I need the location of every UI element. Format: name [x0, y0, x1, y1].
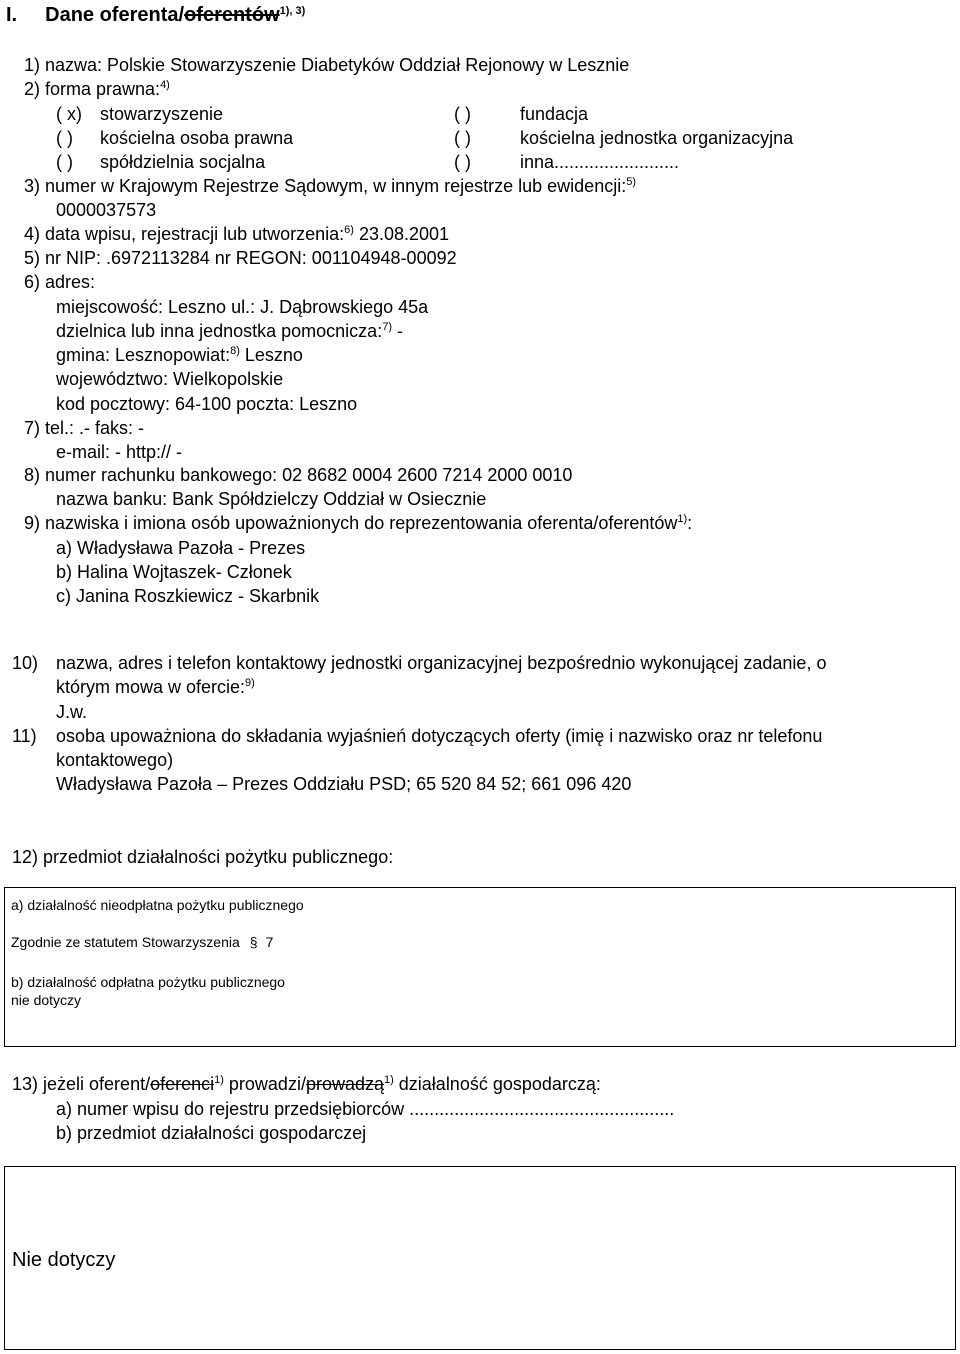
option-label: fundacja: [520, 104, 589, 124]
contact-person-value: Władysława Pazoła – Prezes Oddziału PSD; 65 520 84 52; 661 096 420: [56, 774, 632, 794]
option-mark: ( ): [56, 128, 73, 148]
item-number: 11): [12, 726, 37, 746]
paid-activity-label: b) działalność odpłatna pożytku publicznego: [11, 974, 285, 990]
address-city: miejscowość: Leszno ul.: J. Dąbrowskiego 45a: [56, 297, 429, 317]
representative-a: a) Władysława Pazoła - Prezes: [56, 538, 306, 558]
footnote-ref: 1): [677, 513, 688, 525]
footnote-ref: 6): [344, 224, 354, 236]
item-representatives: 9) nazwiska i imiona osób upoważnionych do reprezentowania oferenta/oferentów$^{1)}$:: [24, 513, 693, 533]
item-address-label: 6) adres:: [24, 272, 96, 292]
option-mark: ( ): [56, 152, 73, 172]
public-benefit-box: [4, 887, 956, 1047]
item-name: 1) nazwa: Polskie Stowarzyszenie Diabetyków Oddział Rejonowy w Lesznie: [24, 55, 630, 75]
footnote-ref: 1), 3): [279, 5, 306, 17]
business-registry-number: a) numer wpisu do rejestru przedsiębiorców .....................................................: [56, 1099, 675, 1119]
option-label: spółdzielnia socjalna: [100, 152, 266, 172]
address-postal: kod pocztowy: 64-100 poczta: Leszno: [56, 394, 358, 414]
item-bank-account: 8) numer rachunku bankowego: 02 8682 0004 2600 7214 2000 0010: [24, 465, 573, 485]
section-heading: [6, 4, 305, 26]
address-gmina-label: gmina: Lesznopowiat:: [56, 345, 231, 365]
option-mark: ( ): [454, 152, 471, 172]
item-registration-date: [24, 223, 449, 245]
registration-date: 23.08.2001: [358, 224, 450, 244]
item-number: 10): [12, 653, 39, 673]
item-registry: [24, 175, 636, 197]
unpaid-activity-value: Zgodnie ze statutem Stowarzyszenia § 7: [11, 934, 274, 950]
item-representatives-label: 9) nazwiska i imiona osób upoważnionych do reprezentowania oferenta/oferentów: [24, 513, 678, 533]
option-mark: ( x): [56, 104, 82, 124]
business-activity-value: Nie dotyczy: [12, 1249, 116, 1271]
section-title: Dane oferenta/: [45, 4, 185, 26]
item-nip-regon: 5) nr NIP: .6972113284 nr REGON: 001104948-00092: [24, 248, 457, 268]
item-contact-person: osoba upoważniona do składania wyjaśnień dotyczących oferty (imię i nazwisko oraz nr telefonu: [56, 726, 823, 746]
option-mark: ( ): [454, 128, 471, 148]
footnote-ref: 5): [626, 176, 636, 188]
item-business-activity: 13) jeżeli oferent/oferenci$^{1)}$ prowadzi/prowadzą$^{1)}$ działalność gospodarczą:: [12, 1074, 601, 1094]
section-symbol: §: [249, 934, 258, 950]
item-legal-form-label: 2) forma prawna:: [24, 79, 161, 99]
address-gmina-value: Leszno: [239, 345, 303, 365]
footnote-ref: 8): [230, 345, 240, 357]
option-label: kościelna jednostka organizacyjna: [520, 128, 794, 148]
representative-c: c) Janina Roszkiewicz - Skarbnik: [56, 586, 320, 606]
item-org-unit-line1: nazwa, adres i telefon kontaktowy jednostki organizacyjnej bezpośrednio wykonującej zadanie, o: [56, 653, 827, 673]
option-mark: ( ): [454, 104, 471, 124]
item-contact-person-line2: kontaktowego): [56, 750, 174, 770]
option-label: inna.........................: [520, 152, 680, 172]
paid-activity-value: nie dotyczy: [11, 992, 82, 1008]
option-label: stowarzyszenie: [100, 104, 224, 124]
registry-number: 0000037573: [56, 200, 157, 220]
business-activity-subject: b) przedmiot działalności gospodarczej: [56, 1123, 367, 1143]
item-email: e-mail: - http:// -: [56, 442, 183, 462]
org-unit-value: J.w.: [56, 702, 88, 722]
footnote-ref: 1): [384, 1074, 394, 1086]
address-gmina: [56, 344, 303, 366]
footnote-ref: 7): [382, 321, 392, 333]
item-registration-date-label: 4) data wpisu, rejestracji lub utworzenia:: [24, 224, 345, 244]
item-legal-form: [24, 78, 170, 100]
address-district-value: -: [391, 321, 403, 341]
footnote-ref: 1): [214, 1074, 224, 1086]
business-activity-box: [4, 1166, 956, 1350]
bank-name: nazwa banku: Bank Spółdzielczy Oddział w Osiecznie: [56, 489, 487, 509]
item-org-unit: [56, 652, 959, 674]
address-voivodeship: województwo: Wielkopolskie: [56, 369, 284, 389]
item-public-benefit: 12) przedmiot działalności pożytku publicznego:: [12, 847, 394, 867]
item-registry-label: 3) numer w Krajowym Rejestrze Sądowym, w innym rejestrze lub ewidencji:: [24, 176, 627, 196]
address-district: [56, 320, 403, 342]
section-title-struck: oferentów: [184, 4, 280, 26]
section-number: I.: [6, 4, 18, 26]
item-phone-fax: 7) tel.: .- faks: -: [24, 418, 145, 438]
option-label: kościelna osoba prawna: [100, 128, 294, 148]
unpaid-activity-label: a) działalność nieodpłatna pożytku publicznego: [11, 897, 304, 913]
address-district-label: dzielnica lub inna jednostka pomocnicza:: [56, 321, 383, 341]
footnote-ref: 4): [160, 79, 170, 91]
representative-b: b) Halina Wojtaszek- Członek: [56, 562, 292, 582]
footnote-ref: 9): [245, 677, 255, 689]
item-org-unit-line2: którym mowa w ofercie:$^{9)}$: [56, 677, 255, 697]
